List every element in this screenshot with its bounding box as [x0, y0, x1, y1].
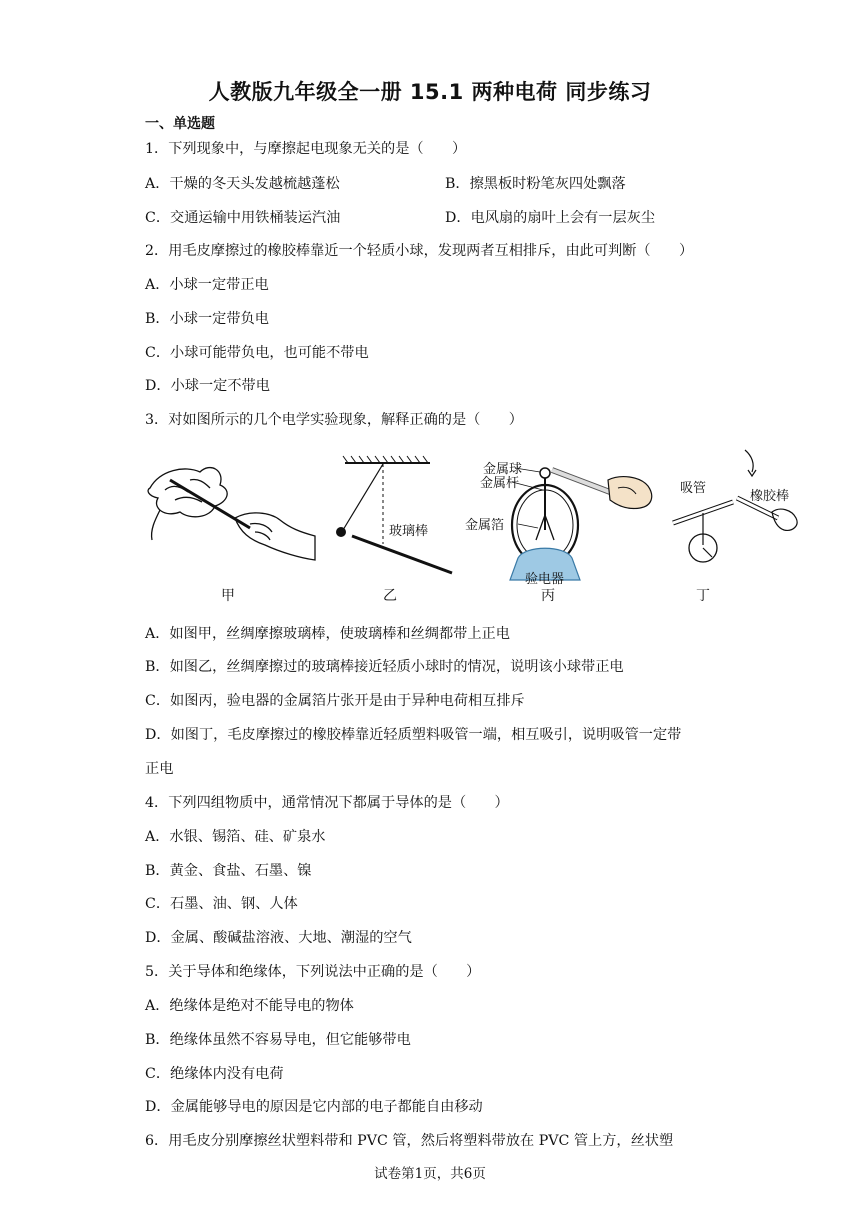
q2-option-a: A．小球一定带正电 [145, 277, 269, 293]
q5-option-a: A．绝缘体是绝对不能导电的物体 [145, 998, 354, 1014]
q3-option-d: D．如图丁，毛皮摩擦过的橡胶棒靠近轻质塑料吸管一端，相互吸引，说明吸管一定带 [145, 727, 682, 743]
q4-stem: 4．下列四组物质中，通常情况下都属于导体的是（ ） [145, 795, 509, 811]
electroscope-label: 验电器 [525, 572, 565, 587]
figure-label-bing: 丙 [541, 588, 555, 604]
metal-ball-label: 金属球 [483, 462, 523, 477]
q3-stem: 3．对如图所示的几个电学实验现象，解释正确的是（ ） [145, 412, 523, 428]
straw-label: 吸管 [680, 481, 707, 496]
q5-option-b: B．绝缘体虽然不容易导电，但它能够带电 [145, 1032, 411, 1048]
q2-option-b: B．小球一定带负电 [145, 311, 269, 327]
q2-option-c: C．小球可能带负电，也可能不带电 [145, 345, 369, 361]
figure-jia-silk-rubbing [148, 468, 315, 560]
q3-option-b: B．如图乙，丝绸摩擦过的玻璃棒接近轻质小球时的情况，说明该小球带正电 [145, 659, 624, 675]
q2-stem: 2．用毛皮摩擦过的橡胶棒靠近一个轻质小球，发现两者互相排斥，由此可判断（ ） [145, 243, 694, 259]
figure-bing-electroscope [510, 468, 652, 580]
q5-option-d: D．金属能够导电的原因是它内部的电子都能自由移动 [145, 1099, 483, 1115]
glass-rod-label: 玻璃棒 [389, 524, 429, 539]
metal-foil-label: 金属箔 [465, 518, 505, 533]
q3-option-c: C．如图丙，验电器的金属箔片张开是由于异种电荷相互排斥 [145, 693, 525, 709]
q4-option-a: A．水银、锡箔、硅、矿泉水 [145, 829, 326, 845]
q3-figure [140, 440, 820, 610]
page-title: 人教版九年级全一册 15.1 两种电荷 同步练习 [208, 80, 652, 104]
q2-option-d: D．小球一定不带电 [145, 378, 270, 394]
q4-option-d: D．金属、酸碱盐溶液、大地、潮湿的空气 [145, 930, 412, 946]
figure-ding-straw [673, 450, 797, 562]
figure-yi-pendulum [336, 456, 452, 573]
figure-label-jia: 甲 [221, 588, 235, 604]
q4-option-b: B．黄金、食盐、石墨、镍 [145, 863, 312, 879]
q1-option-d: D．电风扇的扇叶上会有一层灰尘 [445, 210, 656, 226]
q4-option-c: C．石墨、油、钢、人体 [145, 896, 298, 912]
q1-option-b: B．擦黑板时粉笔灰四处飘落 [445, 176, 626, 192]
q5-option-c: C．绝缘体内没有电荷 [145, 1066, 284, 1082]
q3-option-d-continued: 正电 [145, 761, 174, 777]
metal-rod-label: 金属杆 [480, 476, 520, 491]
q5-stem: 5．关于导体和绝缘体，下列说法中正确的是（ ） [145, 964, 481, 980]
section-heading: 一、单选题 [145, 116, 215, 132]
q6-stem: 6．用毛皮分别摩擦丝状塑料带和 PVC 管，然后将塑料带放在 PVC 管上方，丝状塑 [145, 1133, 674, 1149]
figure-label-ding: 丁 [696, 588, 710, 604]
figure-label-yi: 乙 [383, 588, 397, 604]
page-footer: 试卷第1页，共6页 [374, 1166, 486, 1182]
q1-stem: 1．下列现象中，与摩擦起电现象无关的是（ ） [145, 141, 467, 157]
q1-option-a: A．干燥的冬天头发越梳越蓬松 [145, 176, 340, 192]
rubber-rod-label: 橡胶棒 [750, 489, 790, 504]
q3-option-a: A．如图甲，丝绸摩擦玻璃棒，使玻璃棒和丝绸都带上正电 [145, 626, 510, 642]
q1-option-c: C．交通运输中用铁桶装运汽油 [145, 210, 341, 226]
